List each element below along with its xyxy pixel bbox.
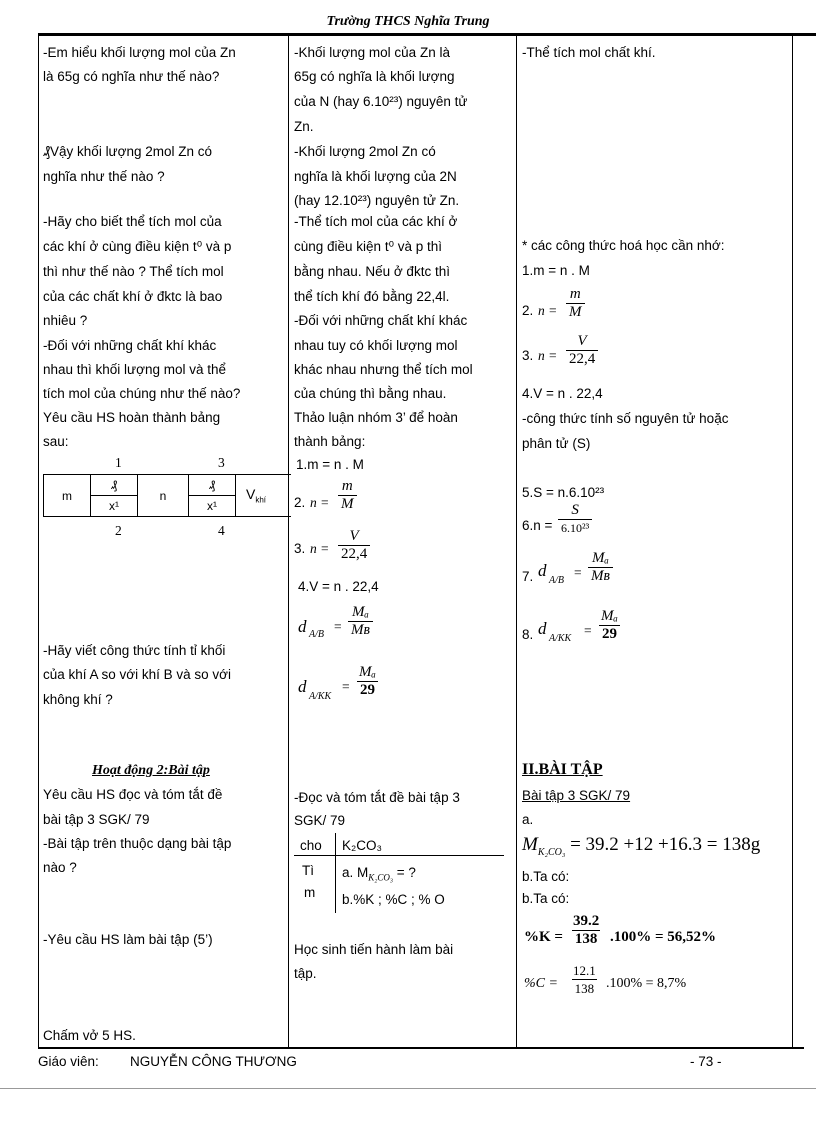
density-d: d [298,617,307,636]
equals: = [584,623,592,638]
percent-k-rhs: .100% = 56,52% [610,929,717,945]
answer-line: bằng nhau. Nếu ở đktc thì [294,264,450,279]
question-line: là 65g có nghĩa như thế nào? [43,69,220,84]
answer-line: Thảo luận nhóm 3’ để hoàn [294,410,458,425]
question-line: -Hãy cho biết thể tích mol của [43,214,222,229]
equals: = [574,565,582,580]
content-line: -Thể tích mol chất khí. [522,45,656,60]
given-divider [335,833,336,913]
page-edge [0,1088,816,1089]
question-line: của khí A so với khí B và so với [43,667,232,682]
question-line: Yêu cầu HS đọc và tóm tắt đề [43,787,223,802]
diagram-mult: ₰ [189,475,236,496]
teacher-name: NGUYỄN CÔNG THƯƠNG [130,1054,297,1069]
diagram-div: x¹ [189,496,236,517]
density-fraction: $\frac{\text{Mₐ}}{\text{Mʙ}}$ [588,550,613,585]
content-line: -công thức tính số nguyên tử hoặc [522,411,729,426]
answer-line: 65g có nghĩa là khối lượng [294,69,455,84]
formula-6-label: 6.n = [522,518,553,533]
diagram-v: $V_{khí}$ [236,475,292,517]
formula-5: 5.S = n.6.10²³ [522,485,605,500]
diagram-n: n [138,475,189,517]
conversion-diagram [43,474,291,517]
density-fraction: $\frac{\text{Mₐ}}{29}$ [598,608,621,643]
diagram-mult: ₰ [91,475,138,496]
question-line: -Yêu cầu HS làm bài tập (5’) [43,932,213,947]
density-fraction: $\frac{\text{Mₐ}}{29}$ [356,664,379,699]
formula-2-lhs: n = [310,495,330,510]
formula-3-fraction: $\frac{V}{22,4}$ [566,333,598,368]
diagram-m: m [44,475,91,517]
answer-line: -Khối lượng mol của Zn là [294,45,450,60]
answer-line: -Đối với những chất khí khác [294,313,468,328]
density-d: d [538,561,547,580]
density-d: d [538,619,547,638]
answer-line: tập. [294,966,317,981]
table-border-left [38,36,39,1047]
formula-3-label: 3. [522,348,534,363]
formula-3-lhs: n = [310,541,330,556]
density-d: d [298,677,307,696]
column-divider-1 [288,36,289,1047]
question-line: Chấm vở 5 HS. [43,1028,136,1043]
given-rule [294,855,504,856]
question-line: bài tập 3 SGK/ 79 [43,812,150,827]
percent-k-lhs: %K = [524,929,563,945]
column-divider-2 [516,36,517,1047]
question-line: nghĩa như thế nào ? [43,169,165,184]
density-sub: A/B [549,575,564,586]
percent-k-fraction: $\frac{39.2}{138}$ [573,913,600,947]
diagram-label: 1 [115,455,122,470]
find-item: a. $M_{K_2CO_3}$ = ? [342,865,416,883]
find-item: b.%K ; %C ; % O [342,892,445,907]
find-label: m [304,885,316,900]
formula-4: 4.V = n . 22,4 [522,386,603,401]
density-sub: A/B [309,629,324,640]
diagram-label: 4 [218,523,225,538]
formula-3-fraction: $\frac{V}{22,4}$ [338,528,370,563]
header-rule [38,33,816,36]
content-line: phân tử (S) [522,436,591,451]
content-line: * các công thức hoá học cần nhớ: [522,238,725,253]
answer-line: nghĩa là khối lượng của 2N [294,169,457,184]
answer-line: Zn. [294,119,314,134]
formula-3-label: 3. [294,541,306,556]
molar-mass-equation: $M_{K_2CO_3} = 39.2 +12 +16.3 = 138g$ [522,834,761,858]
answer-line: (hay 12.10²³) nguyên tử Zn. [294,193,460,208]
given-label: cho [300,838,322,853]
diagram-label: 2 [115,523,122,538]
question-line: thì như thế nào ? Thể tích mol [43,264,224,279]
question-line: nhiêu ? [43,313,88,328]
given-value: K₂CO₃ [342,838,382,853]
question-line: Yêu cầu HS hoàn thành bảng [43,410,221,425]
answer-line: nhau tuy có khối lượng mol [294,338,458,353]
density-sub: A/KK [309,691,332,702]
answer-line: cùng điều kiện t⁰ và p thì [294,239,443,254]
section-title: II.BÀI TẬP [522,761,603,778]
answer-line: -Khối lượng 2mol Zn có [294,144,436,159]
question-line: sau: [43,434,69,449]
formula-3-lhs: n = [538,348,558,363]
answer-line: SGK/ 79 [294,813,346,828]
question-line: nào ? [43,860,77,875]
answer-line: của chúng thì bằng nhau. [294,386,447,401]
find-label: Tì [302,863,314,878]
diagram-label: 3 [218,455,225,470]
formula-7-label: 7. [522,569,534,584]
density-fraction: $\frac{\text{Mₐ}}{\text{Mʙ}}$ [348,604,373,639]
answer-line: thể tích khí đó bằng 22,4l. [294,289,450,304]
exercise-title: Bài tập 3 SGK/ 79 [522,788,631,803]
question-line: -Đối với những chất khí khác [43,338,217,353]
formula-2-label: 2. [294,495,306,510]
formula-6-fraction: S 6.10²³ [558,502,592,537]
footer-rule [38,1047,804,1049]
formula-1: 1.m = n . M [296,457,364,472]
formula-1: 1.m = n . M [522,263,590,278]
activity-title: Hoạt động 2:Bài tập [92,763,210,778]
part-b: b.Ta có: [522,869,570,884]
answer-line: khác nhau nhưng thể tích mol [294,362,473,377]
density-sub: A/KK [549,633,572,644]
question-line: ₰Vậy khối lượng 2mol Zn có [43,144,212,159]
question-line: các khí ở cùng điều kiện t⁰ và p [43,239,232,254]
equals: = [342,679,350,694]
answer-line: thành bảng: [294,434,366,449]
formula-2-fraction: $\frac{m}{M}$ [338,478,357,513]
question-line: -Bài tập trên thuộc dạng bài tập [43,836,232,851]
teacher-label: Giáo viên: [38,1054,99,1069]
equals: = [334,619,342,634]
formula-8-label: 8. [522,627,534,642]
formula-2-label: 2. [522,303,534,318]
formula-2-lhs: n = [538,303,558,318]
answer-line: -Thể tích mol của các khí ở [294,214,458,229]
question-line: không khí ? [43,692,113,707]
percent-c-rhs: .100% = 8,7% [606,976,687,991]
question-line: -Hãy viết công thức tính tỉ khối [43,643,226,658]
diagram-div: x¹ [91,496,138,517]
percent-c-lhs: %C = [524,976,558,991]
answer-line: Học sinh tiến hành làm bài [294,942,454,957]
part-a: a. [522,812,534,827]
question-line: tích mol của chúng như thế nào? [43,386,241,401]
question-line: nhau thì khối lượng mol và thể [43,362,226,377]
table-border-right [792,36,793,1047]
formula-4: 4.V = n . 22,4 [298,579,379,594]
answer-line: của N (hay 6.10²³) nguyên tử [294,94,468,109]
question-line: của các chất khí ở đktc là bao [43,289,223,304]
page-header: Trường THCS Nghĩa Trung [326,14,490,29]
formula-2-fraction: $\frac{m}{M}$ [566,286,585,321]
answer-line: -Đọc và tóm tắt đề bài tập 3 [294,790,460,805]
page-number: - 73 - [690,1054,722,1069]
percent-c-fraction: $\frac{12.1}{138}$ [573,963,596,996]
part-b: b.Ta có: [522,891,570,906]
question-line: -Em hiểu khối lượng mol của Zn [43,45,236,60]
